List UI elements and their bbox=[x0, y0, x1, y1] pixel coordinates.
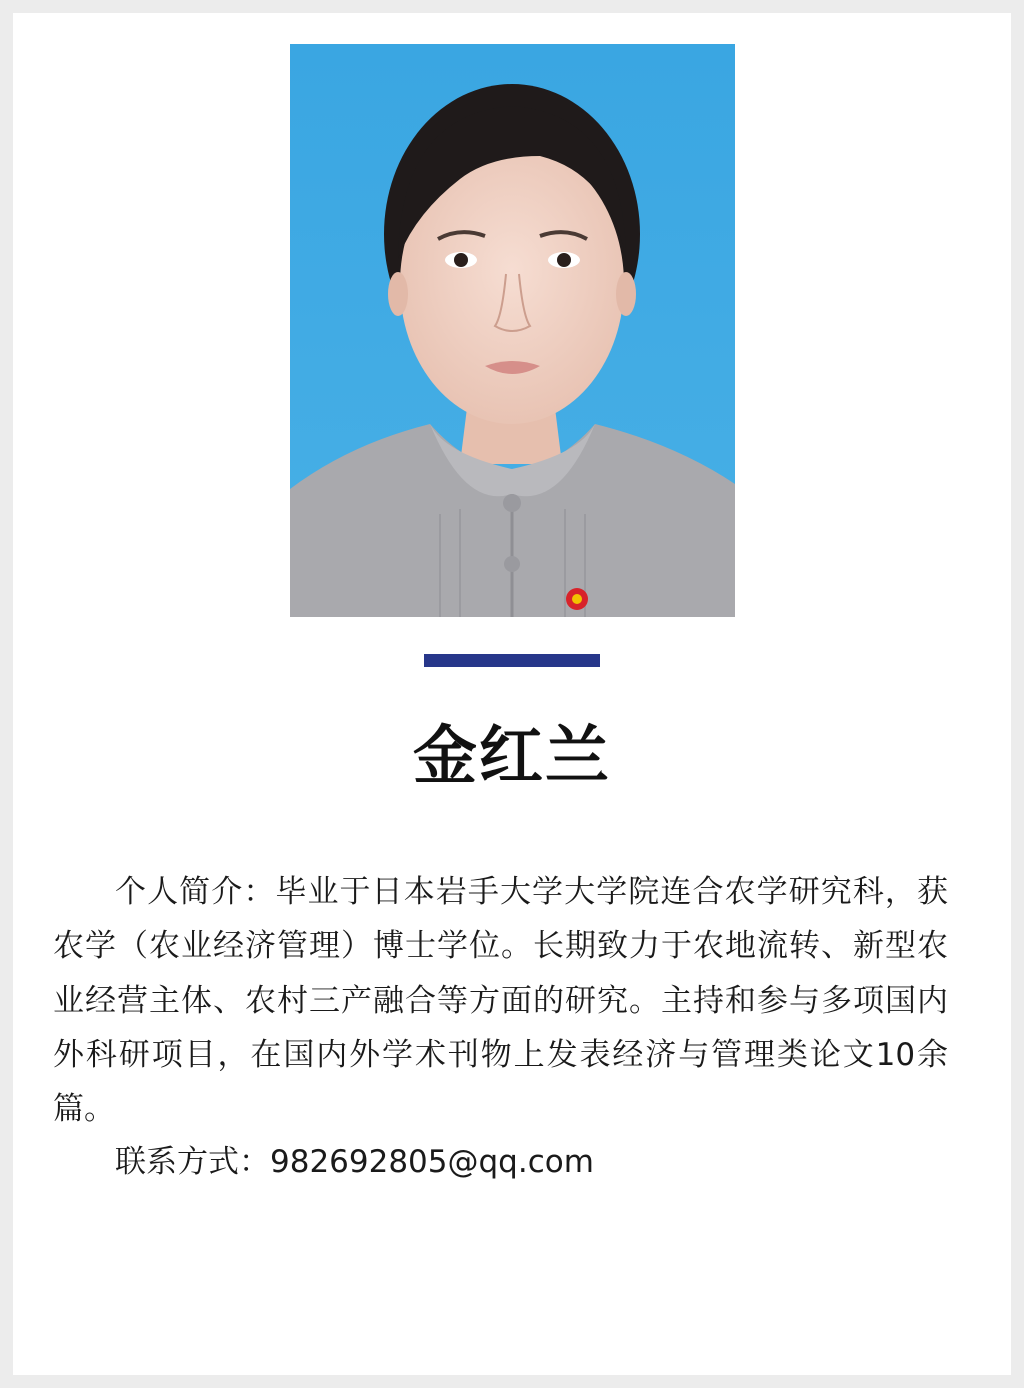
title-divider bbox=[424, 654, 600, 667]
person-name: 金红兰 bbox=[413, 720, 611, 794]
biography-paragraph: 个人简介：毕业于日本岩手大学大学院连合农学研究科，获农学（农业经济管理）博士学位。长期致力于农地流转、新型农业经营主体、农村三产融合等方面的研究。主持和参与多项国内外科研项目，在国内外学术刊物上发表经济与管理类论文10余篇。 bbox=[53, 874, 948, 1127]
portrait-photo bbox=[290, 44, 735, 617]
contact-info: 联系方式：982692805@qq.com bbox=[115, 1144, 594, 1180]
profile-card bbox=[13, 13, 1011, 1375]
